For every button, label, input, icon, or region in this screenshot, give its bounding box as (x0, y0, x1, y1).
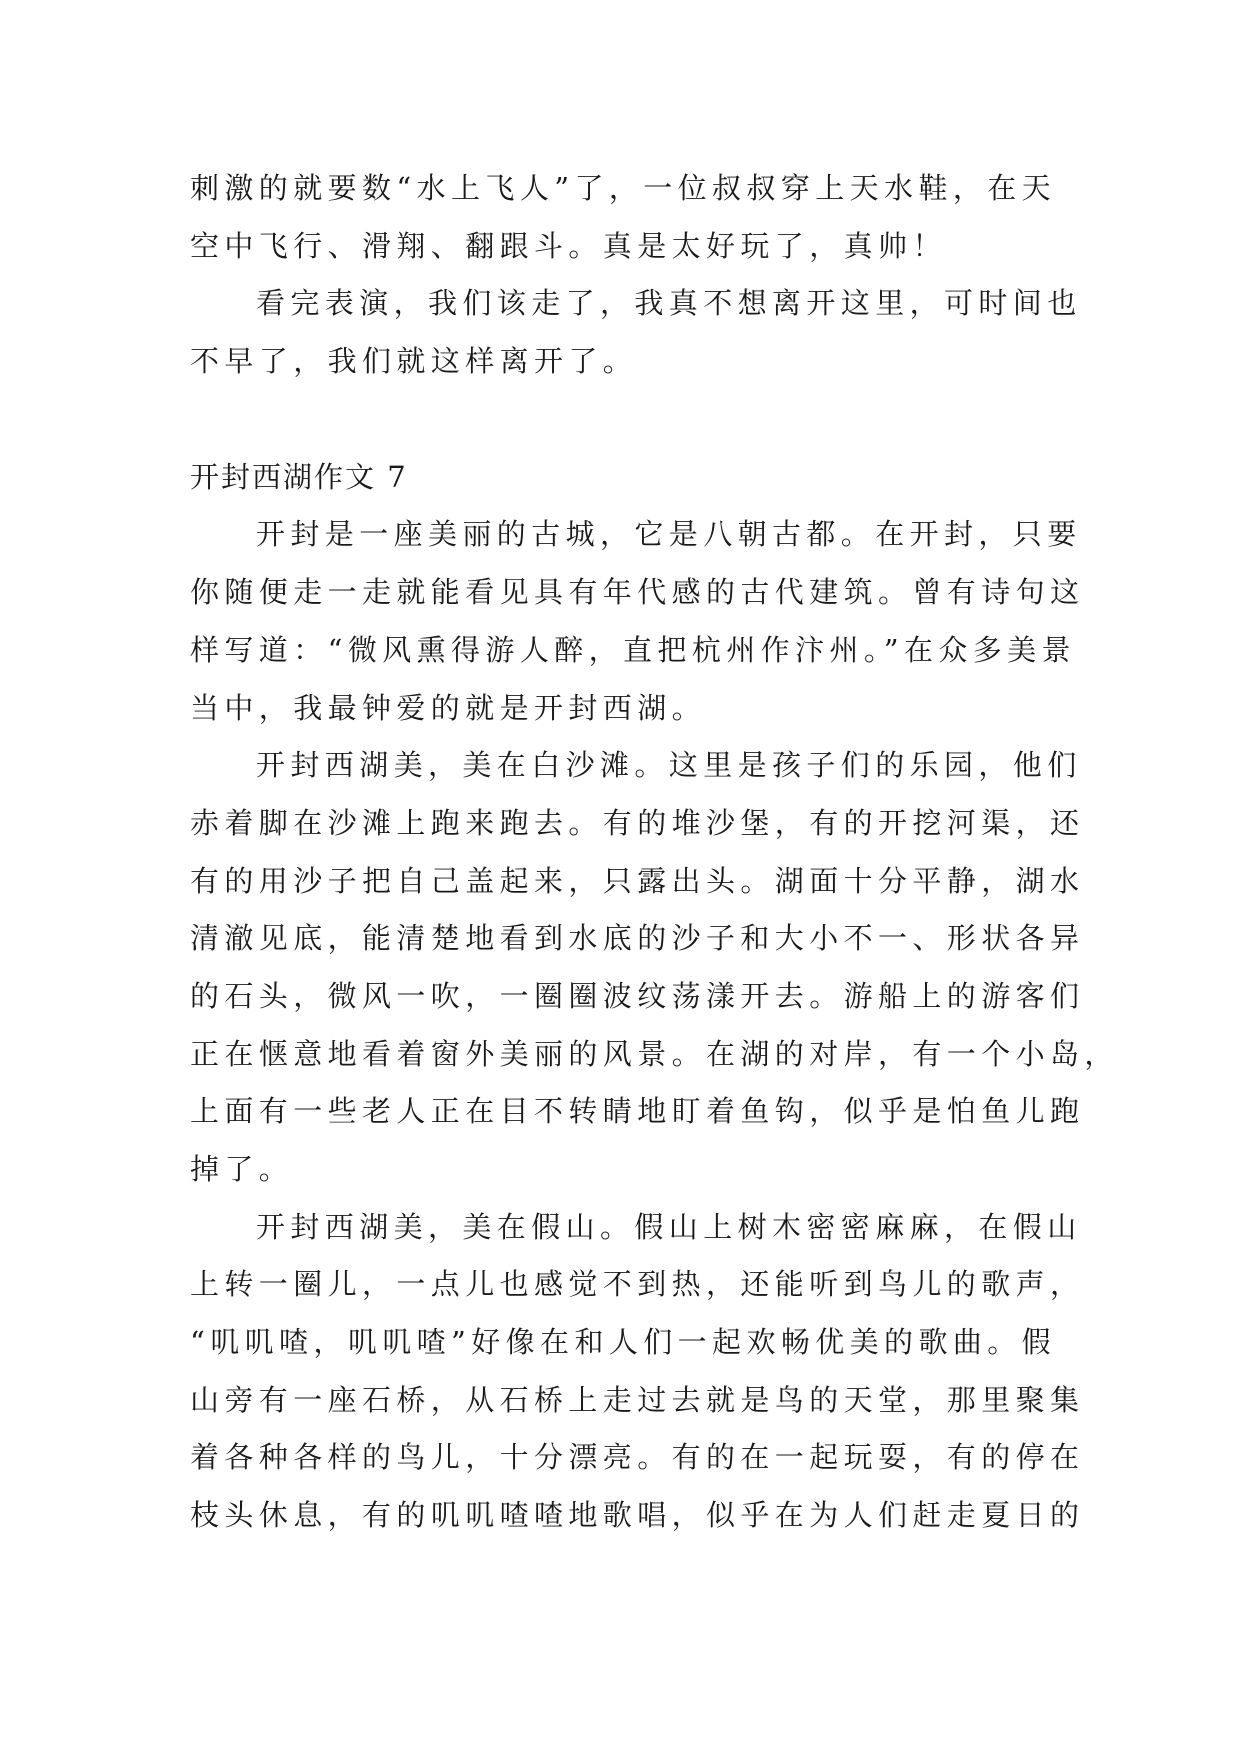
paragraph-leave (190, 275, 1082, 390)
text-line: 山旁有一座石桥，从石桥上走过去就是鸟的天堂，那里聚集 (190, 1382, 1085, 1417)
text-line: 看完表演，我们该走了，我真不想离开这里，可时间也 (256, 286, 1082, 321)
text-line: 不早了，我们就这样离开了。 (190, 344, 638, 379)
text-line: 清澈见底，能清楚地看到水底的沙子和大小不一、形状各异 (190, 921, 1085, 956)
text-line: 空中飞行、滑翔、翻跟斗。真是太好玩了，真帅！ (190, 228, 947, 263)
paragraph-hill (190, 1199, 1085, 1545)
section-heading: 开封西湖作文 7 (190, 459, 408, 494)
text-line: 开封西湖美，美在白沙滩。这里是孩子们的乐园，他们 (256, 748, 1082, 783)
text-line: 枝头休息，有的叽叽喳喳地歌唱，似乎在为人们赶走夏日的 (190, 1498, 1085, 1533)
text-line: 你随便走一走就能看见具有年代感的古代建筑。曾有诗句这 (190, 575, 1085, 610)
text-line: 上面有一些老人正在目不转睛地盯着鱼钩，似乎是怕鱼儿跑 (190, 1094, 1085, 1129)
text-line: 的石头，微风一吹，一圈圈波纹荡漾开去。游船上的游客们 (190, 978, 1085, 1013)
text-line: 刺激的就要数“水上飞人”了，一位叔叔穿上天水鞋，在天 (190, 171, 1057, 205)
text-line: 样写道：“微风熏得游人醉，直把杭州作汴州。”在众多美景 (190, 632, 1076, 667)
text-line: 正在惬意地看着窗外美丽的风景。在湖的对岸，有一个小岛， (190, 1036, 1119, 1071)
text-line: 着各种各样的鸟儿，十分漂亮。有的在一起玩耍，有的停在 (190, 1440, 1085, 1475)
text-line: 开封是一座美丽的古城，它是八朝古都。在开封，只要 (256, 517, 1082, 552)
text-line: 上转一圈儿，一点儿也感觉不到热，还能听到鸟儿的歌声， (190, 1267, 1085, 1302)
paragraph-continuation (190, 160, 1056, 275)
text-line: 有的用沙子把自己盖起来，只露出头。湖面十分平静，湖水 (190, 863, 1085, 898)
text-line: 赤着脚在沙滩上跑来跑去。有的堆沙堡，有的开挖河渠，还 (190, 805, 1085, 840)
text-line: “叽叽喳，叽叽喳”好像在和人们一起欢畅优美的歌曲。假 (190, 1325, 1057, 1360)
text-line: 开封西湖美，美在假山。假山上树木密密麻麻，在假山 (256, 1209, 1082, 1244)
document-body (190, 160, 1119, 1545)
paragraph-beach (190, 737, 1119, 1199)
section-spacer (190, 391, 1056, 449)
paragraph-intro (190, 506, 1085, 737)
text-line: 当中，我最钟爱的就是开封西湖。 (190, 690, 707, 725)
text-line: 掉了。 (190, 1152, 294, 1186)
